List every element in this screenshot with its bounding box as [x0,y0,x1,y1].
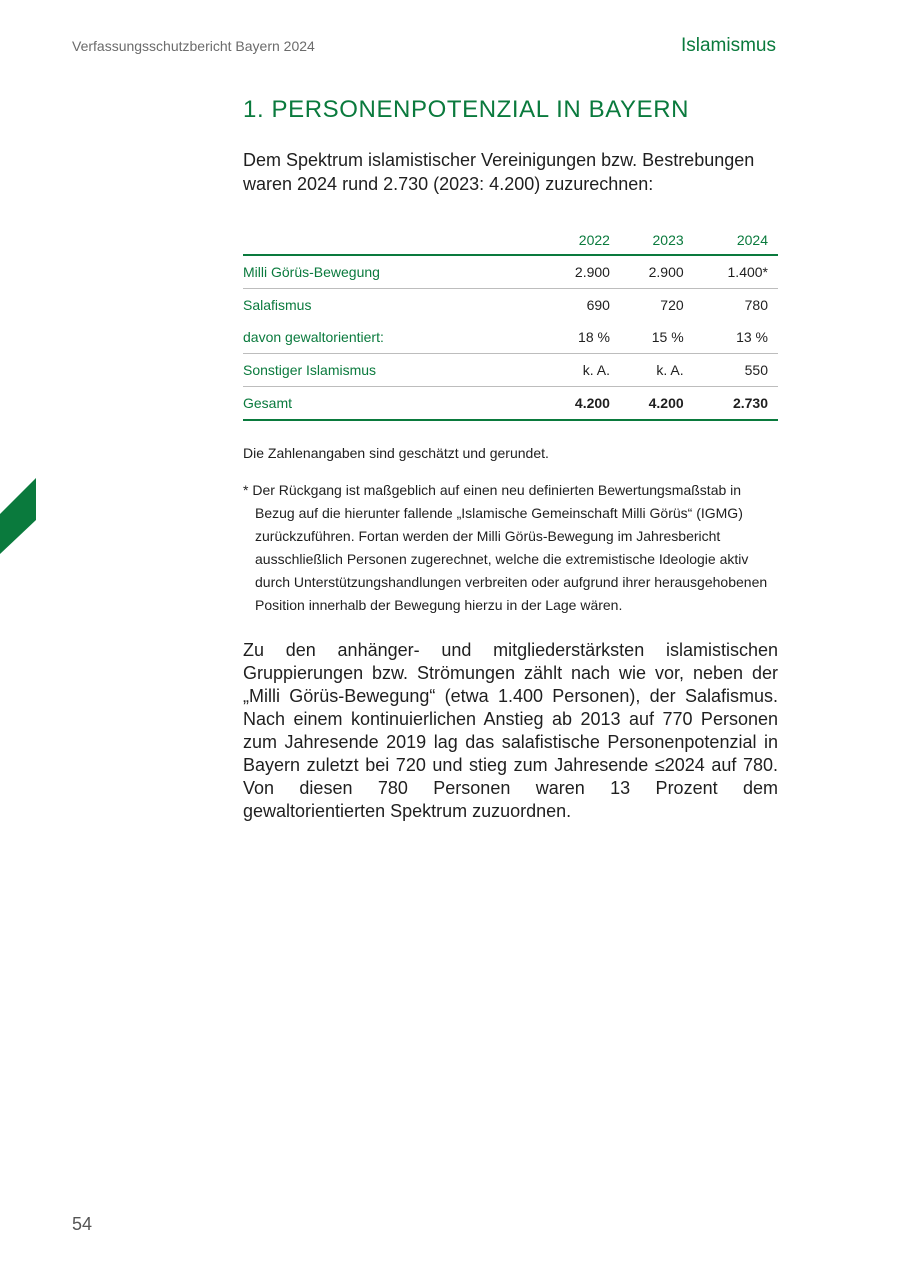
table-row [243,354,778,387]
row-label: Salafismus [243,297,312,313]
table-note: Die Zahlenangaben sind geschätzt und gerundet. [243,445,549,461]
page-number: 54 [72,1214,93,1234]
side-tab-decoration [0,478,36,554]
column-header: 2022 [536,226,610,255]
table-cell: 15 % [610,321,684,354]
table-cell: 690 [586,297,610,313]
row-label: Gesamt [243,387,536,421]
table-cell: 720 [660,297,684,313]
table-total-row [243,387,778,421]
table-cell: 1.400* [684,255,778,289]
main-content [243,96,778,823]
table-cell: 550 [684,354,778,387]
statistics-table [243,226,778,421]
table-cell: k. A. [536,354,610,387]
table-cell: 18 % [536,321,610,354]
table-row [243,289,778,322]
running-header: Verfassungsschutzbericht Bayern 2024 [72,38,315,54]
table-cell: 2.900 [536,255,610,289]
table-row [243,321,778,354]
table-cell: 4.200 [536,387,610,421]
row-label: davon gewaltorientiert: [243,321,536,354]
column-header: 2023 [610,226,684,255]
section-title: Islamismus [680,35,776,56]
column-header [243,226,536,255]
table-cell: 2.730 [684,387,778,421]
intro-text: Dem Spektrum islamistischer Vereinigungen bzw. Bestrebungen waren 2024 rund 2.730 (2023: 4.200) zuzurechnen: [243,150,755,194]
table-row [243,255,778,289]
table-cell: 13 % [684,321,778,354]
column-header: 2024 [684,226,778,255]
table-cell: 4.200 [610,387,684,421]
row-label: Sonstiger Islamismus [243,354,536,387]
body-paragraph: Zu den anhänger- und mitgliederstärksten islamistischen Gruppierungen bzw. Strömungen zählt nach wie vor, neben der „Milli Görüs-Bewegung“ (etwa 1.400 Personen), der Salafismus. Nach einem kontinuierlichen Anstieg ab 2013 auf 770 Personen zum Jahresende 2019 lag das salafistische Personenpotenzial in Bayern zuletzt bei 720 und stieg zum Jahresende ≤2024 auf 780. Von diesen 780 Personen waren 13 Prozent dem gewaltorientierten Spektrum zuzuordnen. [243,640,778,821]
page-title: 1. PERSONENPOTENZIAL IN BAYERN [243,96,690,123]
table-cell: 780 [744,297,768,313]
table-cell: 2.900 [610,255,684,289]
table-cell: k. A. [610,354,684,387]
table-header-row [243,226,778,255]
row-label: Milli Görüs-Bewegung [243,255,536,289]
footnote: * Der Rückgang ist maßgeblich auf einen neu definierten Bewertungsmaßstab in Bezug auf die hierunter fallende „Islamische Gemeinschaft Milli Görüs“ (IGMG) zurückzuführen. Fortan werden der Milli Görüs-Bewegung im Jahresbericht ausschließlich Personen zugerechnet, welche die extremistische Ideologie aktiv durch Unterstützungshandlungen verbreiten oder aufgrund ihrer herausgehobenen Position innerhalb der Bewegung hierzu in der Lage wären. [243,482,768,613]
